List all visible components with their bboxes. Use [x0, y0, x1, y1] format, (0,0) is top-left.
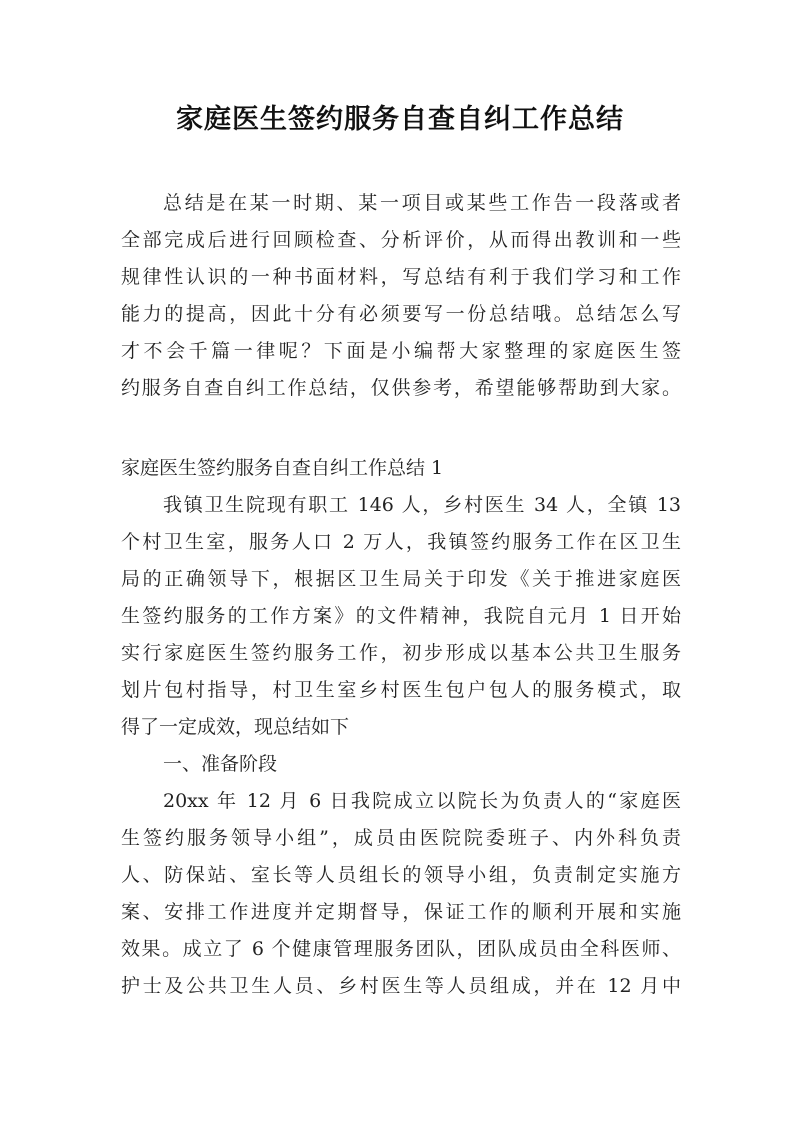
intro-line: 规律性认识的一种书面材料，写总结有利于我们学习和工作: [121, 266, 681, 288]
document-title: 家庭医生签约服务自查自纠工作总结: [176, 104, 624, 135]
paragraph-line: 护士及公共卫生人员、乡村医生等人员组成，并在 12 月中: [121, 975, 681, 997]
paragraph-line: 20xx 年 12 月 6 日我院成立以院长为负责人的“家庭医: [163, 790, 681, 812]
section-heading-text: 家庭医生签约服务自查自纠工作总结 1: [121, 457, 444, 479]
paragraph-2: [121, 783, 681, 1005]
paragraph-line: 效果。成立了 6 个健康管理服务团队，团队成员由全科医师、: [121, 938, 681, 960]
intro-paragraph: [121, 185, 681, 407]
paragraph-line: 划片包村指导，村卫生室乡村医生包户包人的服务模式，取: [121, 679, 681, 701]
paragraph-line: 个村卫生室，服务人口 2 万人，我镇签约服务工作在区卫生: [121, 531, 681, 553]
intro-line: 总结是在某一时期、某一项目或某些工作告一段落或者: [163, 192, 681, 214]
paragraph-line: 生签约服务领导小组”，成员由医院院委班子、内外科负责: [121, 827, 681, 849]
intro-line: 全部完成后进行回顾检查、分析评价，从而得出教训和一些: [121, 229, 681, 251]
paragraph-line: 案、安排工作进度并定期督导，保证工作的顺利开展和实施: [121, 901, 681, 923]
intro-line: 约服务自查自纠工作总结，仅供参考，希望能够帮助到大家。: [121, 377, 681, 399]
subheading: [121, 746, 681, 783]
intro-line: 才不会千篇一律呢？下面是小编帮大家整理的家庭医生签: [121, 340, 681, 362]
paragraph-line: 我镇卫生院现有职工 146 人，乡村医生 34 人，全镇 13: [163, 494, 681, 516]
paragraph-line: 实行家庭医生签约服务工作，初步形成以基本公共卫生服务: [121, 642, 681, 664]
paragraph-line: 得了一定成效，现总结如下: [121, 716, 350, 738]
paragraph-1: [121, 487, 681, 746]
paragraph-line: 生签约服务的工作方案》的文件精神，我院自元月 1 日开始: [121, 605, 681, 627]
intro-line: 能力的提高，因此十分有必须要写一份总结哦。总结怎么写: [121, 303, 681, 325]
paragraph-line: 人、防保站、室长等人员组长的领导小组，负责制定实施方: [121, 864, 681, 886]
paragraph-line: 局的正确领导下，根据区卫生局关于印发《关于推进家庭医: [121, 568, 681, 590]
section-heading: [121, 450, 681, 487]
subheading-text: 一、准备阶段: [163, 753, 278, 775]
